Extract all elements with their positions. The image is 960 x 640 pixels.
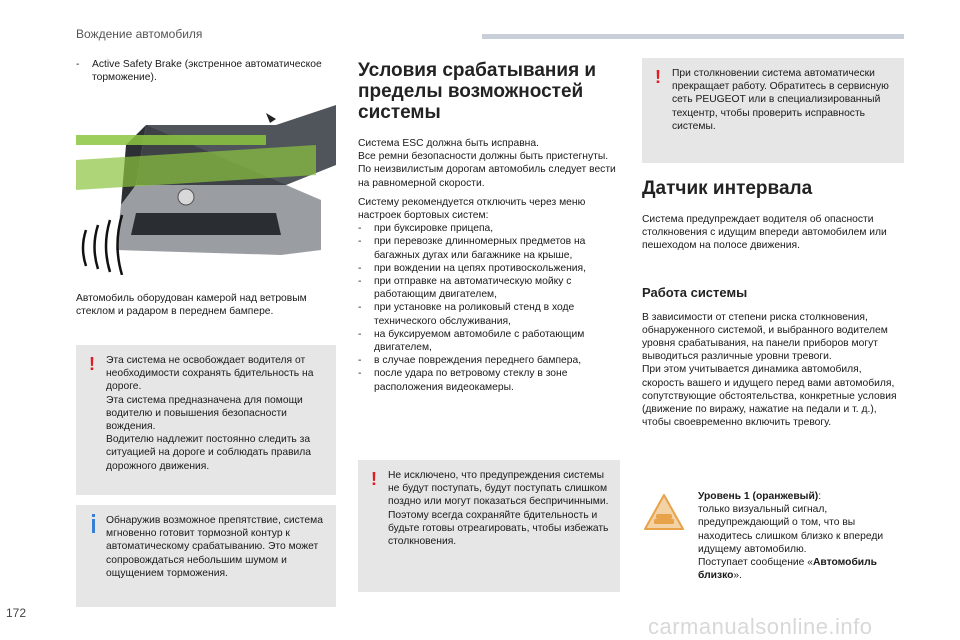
warning-box: ! При столкновении система автоматически прекращает работу. Обратитесь в сервисную сеть PEUGEOT или в специализированный техцентр, чтобы проверить исправность системы.: [642, 58, 904, 163]
list-item: - при перевозке длинномерных предметов на багажных дугах или багажнике на крыше,: [358, 236, 586, 261]
page-header-bar: [482, 34, 904, 39]
paragraph: Система предупреждает водителя об опасности столкновения с идущим впереди автомобилем или пешеходом на полосе движения.: [642, 214, 887, 252]
section-heading: Условия срабатывания и пределы возможностей системы: [358, 60, 597, 123]
alert-level-end: ».: [733, 570, 742, 582]
alert-level-text: только визуальный сигнал, предупреждающий о том, что вы находитесь слишком близко к впереди идущему автомобилю. Поступает сообщение «: [698, 504, 884, 569]
list-item: - Active Safety Brake (экстренное автоматическое торможение).: [76, 59, 322, 84]
alert-level-title: Уровень 1 (оранжевый): [698, 491, 819, 502]
watermark: carmanualsonline.info: [648, 614, 873, 639]
info-box: Обнаружив возможное препятствие, система мгновенно готовит тормозной контур к автоматическому срабатыванию. Это может сопровождаться небольшим шумом и ощущением торможения.: [76, 505, 336, 607]
list-item: - в случае повреждения переднего бампера,: [358, 355, 582, 367]
list-item: - при отправке на автоматическую мойку с работающим двигателем,: [358, 276, 572, 301]
list-item: - после удара по ветровому стеклу в зоне расположения видеокамеры.: [358, 368, 568, 393]
alert-level-1: Уровень 1 (оранжевый): только визуальный сигнал, предупреждающий о том, что вы находитесь слишком близко к впереди идущему автомобилю. Поступает сообщение «Автомобиль близко».: [698, 491, 884, 582]
paragraph: Систему рекомендуется отключить через меню настроек бортовых систем:: [358, 196, 586, 222]
page-header-title: Вождение автомобиля: [76, 27, 203, 41]
illustration-caption: Автомобиль оборудован камерой над ветровым стеклом и радаром в переднем бампере.: [76, 293, 307, 318]
column-1: [76, 58, 338, 84]
list-item: - при вождении на цепях противоскольжения,: [358, 262, 586, 274]
paragraph: В зависимости от степени риска столкновения, обнаруженного системой, и выбранного водителем уровня срабатывания, на панели приборов могут выводиться различные уровни тревоги. При этом учитывается динамика автомобиля, скорость вашего и идущего перед вами автомобиля, сопутствующие обстоятельства, конкретные условия (движение по виражу, нажатие на педали и т. д.), чтобы своевременно включить тревогу.: [642, 311, 897, 429]
list-item: - при буксировке прицепа,: [358, 223, 494, 235]
paragraph: Система ESC должна быть исправна. Все ремни безопасности должны быть пристегнуты. По неизвилистым дорогам автомобиль следует вести на равномерной скорости.: [358, 138, 616, 189]
info-icon: [92, 519, 95, 533]
alert-triangle-icon: [642, 492, 686, 532]
section-heading: Датчик интервала: [642, 178, 813, 199]
warning-icon: !: [655, 67, 661, 87]
warning-icon: !: [371, 469, 377, 489]
warning-box: ! Не исключено, что предупреждения системы не будут поступать, будут поступать слишком поздно или могут показаться беспричинными. Поэтому всегда сохраняйте бдительность и будьте готовы отреагировать, чтобы избежать столкновения.: [358, 460, 620, 592]
column-3: [642, 178, 904, 435]
list-item: - на буксируемом автомобиле с работающим двигателем,: [358, 328, 585, 354]
list-item: - при установке на роликовый стенд в ходе технического обслуживания,: [358, 302, 575, 327]
column-2: [358, 60, 620, 394]
car-radar-illustration: [76, 105, 336, 275]
warning-box: ! Эта система не освобождает водителя от необходимости сохранять бдительность на дороге. Эта система предназначена для помощи водителю и повышения безопасности вождения. Водителю надлежит постоянно следить за ситуацией на дороге и соблюдать правила дорожного движения.: [76, 345, 336, 495]
warning-icon: !: [89, 354, 95, 374]
subsection-heading: Работа системы: [642, 284, 748, 300]
alert-level-message: Автомобиль близко: [698, 557, 878, 582]
page-number: 172: [6, 606, 27, 620]
